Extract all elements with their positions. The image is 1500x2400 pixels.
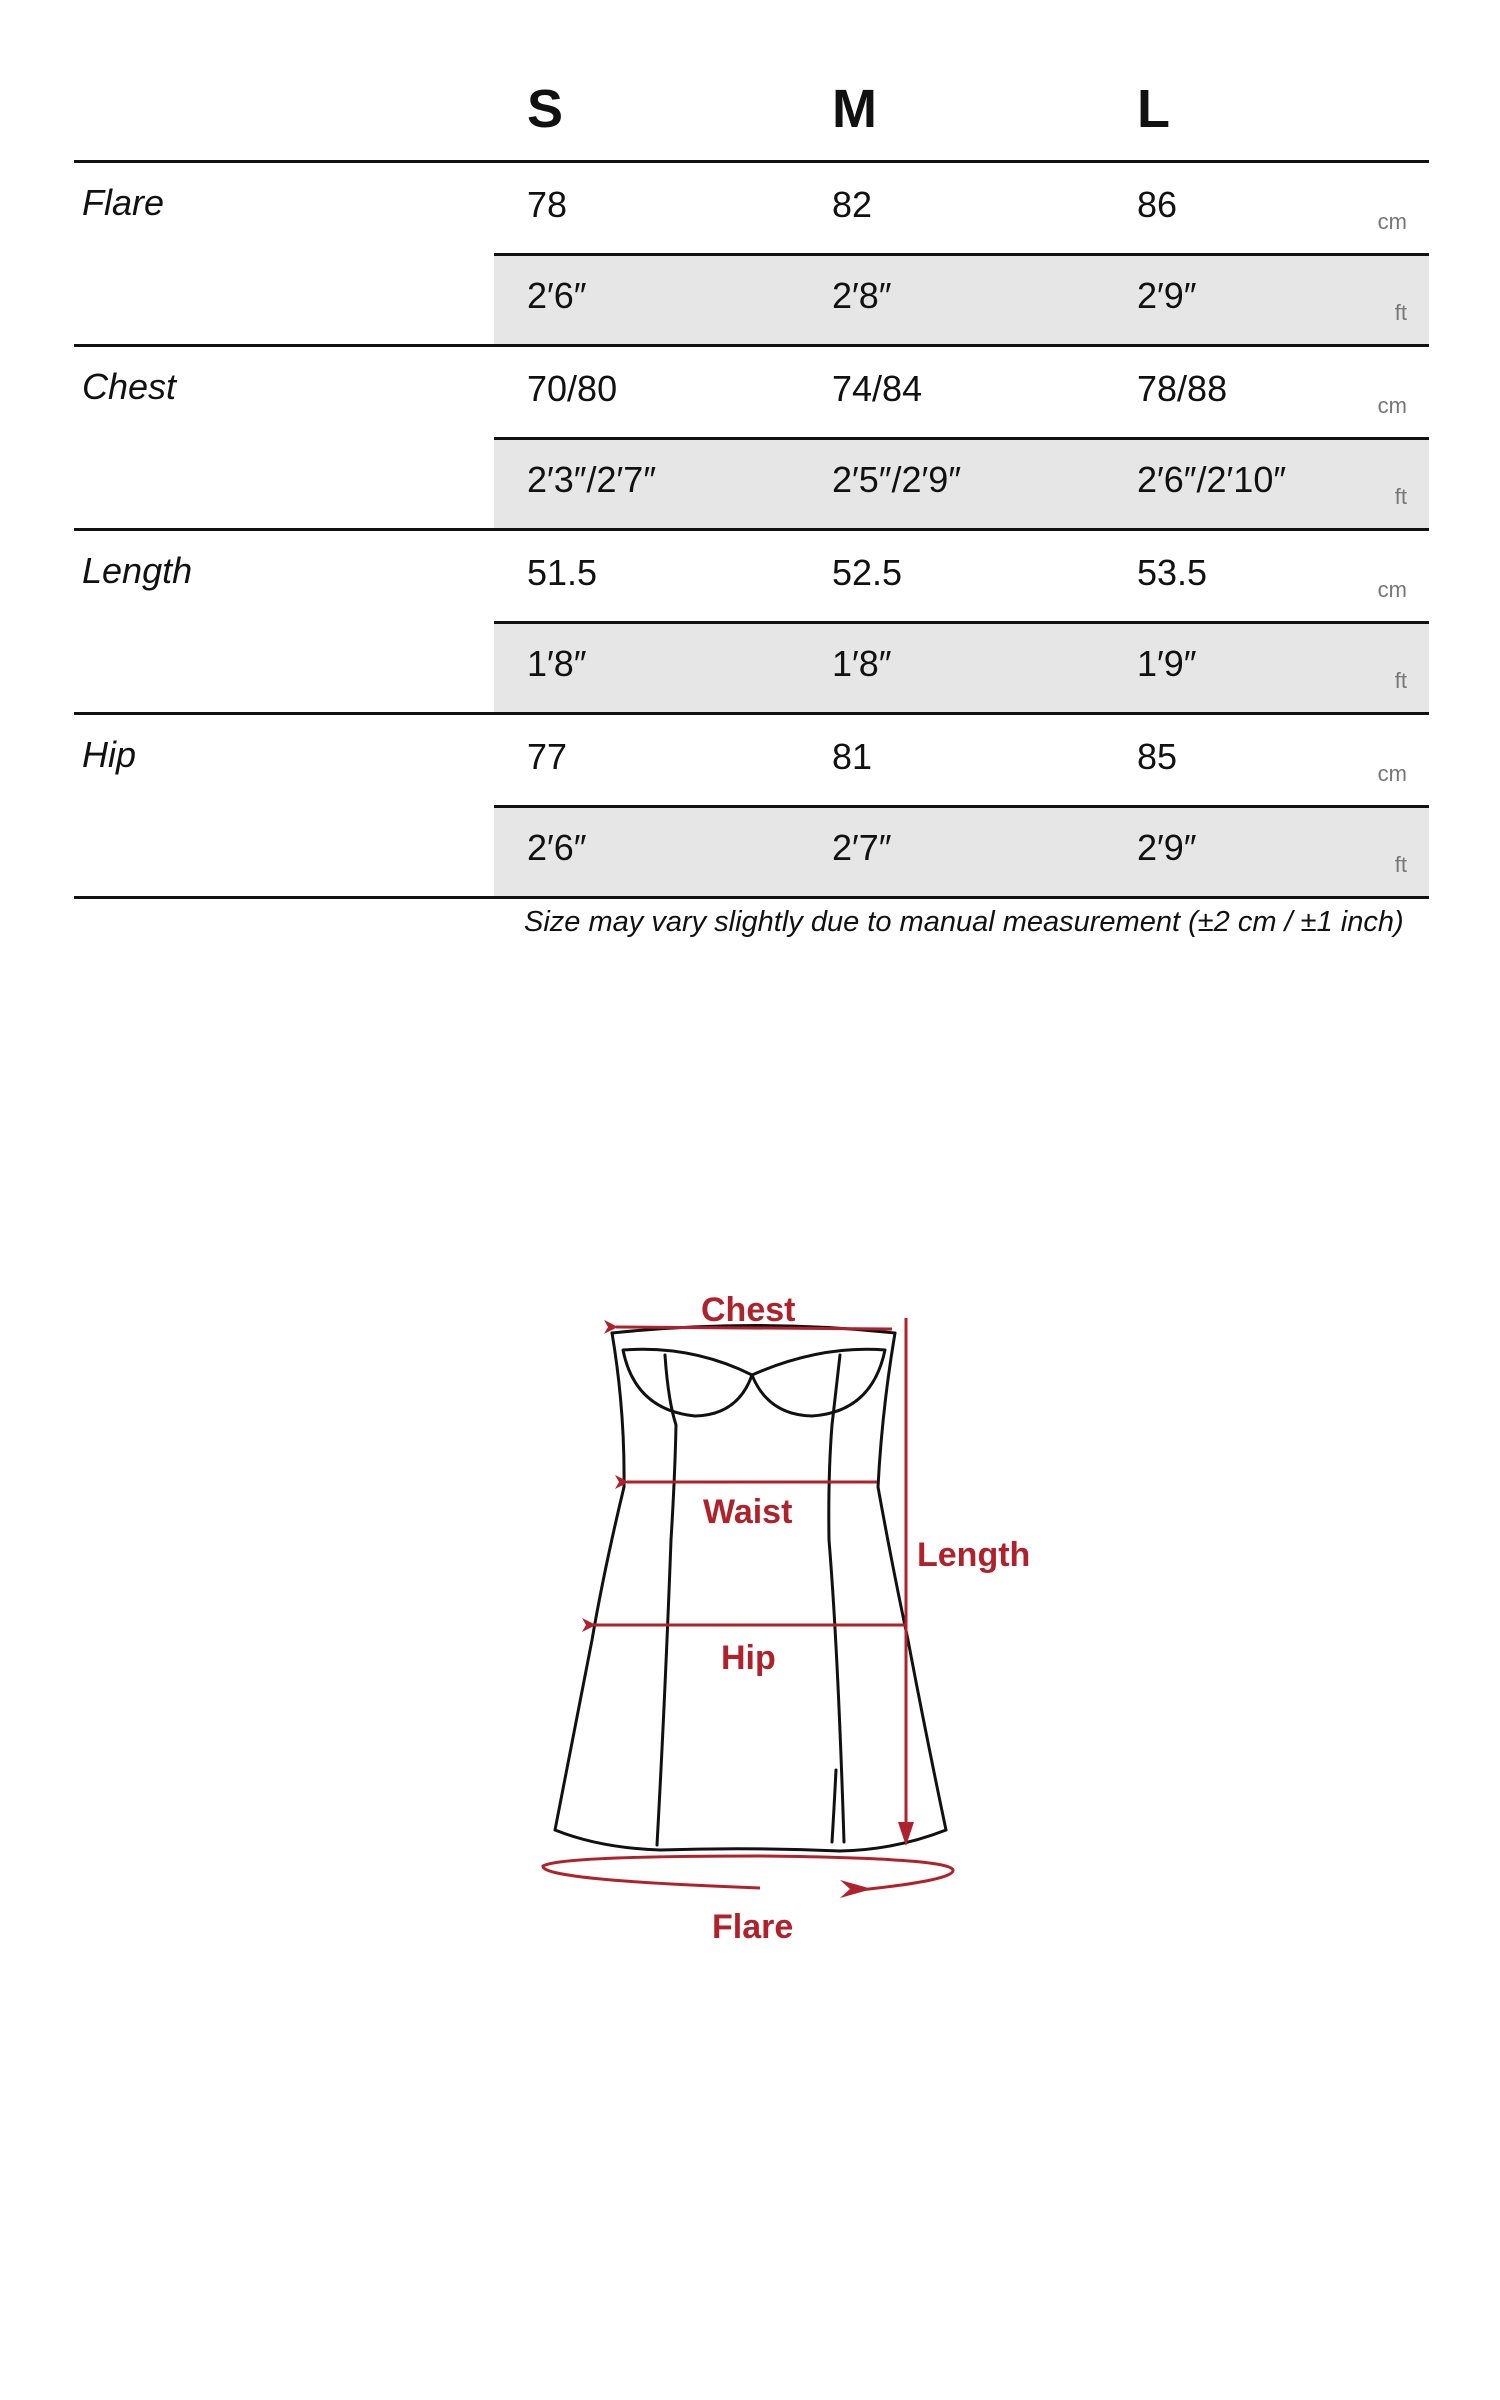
- unit-label-cm: cm: [1377, 761, 1407, 786]
- value-cell: 2′8″: [832, 275, 892, 316]
- measurement-label: Hip: [82, 734, 137, 775]
- diagram-label-length: Length: [917, 1536, 1031, 1574]
- measurement-label: Length: [82, 550, 193, 591]
- value-cell: 74/84: [832, 368, 923, 409]
- value-cell: 2′6″: [527, 827, 587, 868]
- value-cell: 78: [527, 184, 568, 225]
- dress-hem: [555, 1830, 946, 1851]
- value-cell: 86: [1137, 184, 1178, 225]
- size-column-m: M: [832, 79, 877, 139]
- diagram-label-chest: Chest: [701, 1291, 796, 1329]
- value-cell: 85: [1137, 736, 1178, 777]
- value-cell: 78/88: [1137, 368, 1228, 409]
- dress-outline: [555, 1326, 946, 1852]
- unit-label-cm: cm: [1377, 577, 1407, 602]
- measurement-arrows: [543, 1318, 953, 1898]
- flare-arrowhead: [840, 1880, 872, 1898]
- value-cell: 53.5: [1137, 552, 1208, 593]
- dress-left-side: [555, 1333, 624, 1830]
- dress-left-seam: [657, 1355, 676, 1845]
- dress-right-side: [878, 1333, 946, 1830]
- value-cell: 52.5: [832, 552, 903, 593]
- size-column-l: L: [1137, 79, 1170, 139]
- value-cell: 2′3″/2′7″: [527, 459, 657, 500]
- value-cell: 70/80: [527, 368, 618, 409]
- value-cell: 2′6″: [527, 275, 587, 316]
- diagram-label-flare: Flare: [712, 1908, 794, 1946]
- measurement-label: Flare: [82, 182, 165, 223]
- diagram-label-waist: Waist: [703, 1493, 793, 1531]
- value-cell: 1′8″: [527, 643, 587, 684]
- value-cell: 1′9″: [1137, 643, 1197, 684]
- unit-label-ft: ft: [1394, 668, 1407, 693]
- unit-label-ft: ft: [1394, 484, 1407, 509]
- value-cell: 77: [527, 736, 568, 777]
- diagram-label-hip: Hip: [721, 1639, 776, 1677]
- unit-label-ft: ft: [1394, 852, 1407, 877]
- value-cell: 1′8″: [832, 643, 892, 684]
- value-cell: 2′9″: [1137, 827, 1197, 868]
- dress-left-cup: [623, 1349, 752, 1416]
- value-cell: 2′9″: [1137, 275, 1197, 316]
- value-cell: 2′6″/2′10″: [1137, 459, 1287, 500]
- size-column-s: S: [527, 79, 564, 139]
- measurement-label: Chest: [82, 366, 177, 407]
- value-cell: 51.5: [527, 552, 598, 593]
- unit-label-ft: ft: [1394, 300, 1407, 325]
- dress-right-cup: [752, 1349, 885, 1416]
- value-cell: 2′5″/2′9″: [832, 459, 962, 500]
- value-cell: 82: [832, 184, 873, 225]
- unit-label-cm: cm: [1377, 209, 1407, 234]
- flare-ellipse: [543, 1856, 953, 1890]
- value-cell: 81: [832, 736, 873, 777]
- value-cell: 2′7″: [832, 827, 892, 868]
- measurement-disclaimer: Size may vary slightly due to manual measurement (±2 cm / ±1 inch): [524, 906, 1404, 938]
- dress-slit: [832, 1770, 836, 1842]
- unit-label-cm: cm: [1377, 393, 1407, 418]
